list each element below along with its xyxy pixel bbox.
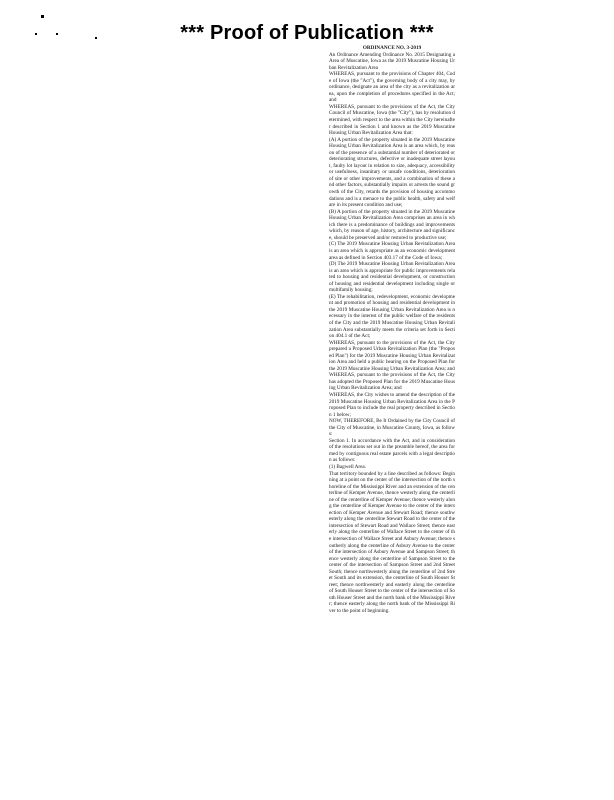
article-paragraph: (C) The 2019 Muscatine Housing Urban Revitalization Area is an area which is appropriate as an economic development area as defined in Section 403.17 of the Code of Iowa; <box>329 241 455 261</box>
article-paragraph: WHEREAS, the City wishes to amend the description of the 2019 Muscatine Housing Urban Revitalization Area in the Proposed Plan to include the real property described in Section 1 below; <box>329 391 455 418</box>
ordinance-heading: ORDINANCE NO. 3-2019 <box>362 45 422 51</box>
article-paragraph: That territory bounded by a line described as follows: Beginning at a point on the center of the intersection of the north shoreline of the Mississippi River and an extension of the centerline of Kemper Avenue, thence westerly along the centerline of the centerline of Kemper Avenue; thence westerly along the centerline of Kemper Avenue to the center of the intersection of Kemper Avenue and Stewart Road; thence southwesterly along the centerline Stewart Road to the center of the intersection of Stewart Road and Wallace Street; thence easterly along the centerline of Wallace Street to the center of the intersection of Wallace Street and Asbury Avenue; thence southerly along the centerline of Asbury Avenue to the center of the intersection of Asbury Avenue and Sampson Street; thence westerly along the centerline of Sampson Street to the center of the intersection of Sampson Street and 2nd Street South; thence northwesterly along the centerline of 2nd Street South and its extension, the centerline of South Houser Street; thence northwesterly and easterly along the centerline of South Houser Street to the center of the intersection of South Houser Street and the north bank of the Mississippi River; thence easterly along the north bank of the Mississippi River to the point of beginning. <box>329 470 455 615</box>
article-paragraph: Section 1. In accordance with the Act, and in consideration of the resolutions set out in the preamble hereof, the area formed by contiguous real estate parcels with a legal description as follows: <box>329 437 455 464</box>
page-title: *** Proof of Publication *** <box>180 22 434 44</box>
scan-speck <box>41 15 44 18</box>
article-paragraph: WHEREAS, pursuant to the provisions of the Act, the City Council of Muscatine, Iowa (the "City"), has by resolution determined, with respect to the area within the City hereinafter described in Section 1 and known as the 2019 Muscatine Housing Urban Revitalization Area that: <box>329 103 455 137</box>
article-paragraph: (D) The 2019 Muscatine Housing Urban Revitalization Area is an area which is appropriate for public improvements related to housing and residential development, or construction of housing and residential development including single or multifamily housing; <box>329 261 455 294</box>
article-paragraph: An Ordinance Amending Ordinance No. 2015 Designating a Area of Muscatine, Iowa as the 2019 Muscatine Housing Urban Revitalization Area <box>329 51 455 71</box>
article-paragraph: (A) A portion of the property situated in the 2019 Muscatine Housing Urban Revitalization Area is an area which, by reason of the presence of a substantial number of deteriorated or deteriorating structures, defective or inadequate street layout, faulty lot layout in relation to size, adequacy, accessibility or usefulness, insanitary or unsafe conditions, deterioration of site or other improvements, and a combination of these and other factors, substantially impairs or arrests the sound growth of the City, retards the provision of housing accommodations and is a menace to the public health, safety and welfare in its present condition and use; <box>329 136 455 209</box>
article-paragraph: NOW, THEREFORE, Be It Ordained by the City Council of the City of Muscatine, in Muscatine County, Iowa, as follows: <box>329 418 455 438</box>
article-paragraph: WHEREAS, pursuant to the provisions of the Act, the City prepared a Proposed Urban Revitalization Plan (the "Proposed Plan") for the 2019 Muscatine Housing Urban Revitalization Area and held a public hearing on the Proposed Plan for the 2019 Muscatine Housing Urban Revitalization Area; and <box>329 339 455 372</box>
article-column <box>329 45 455 797</box>
article-paragraph: WHEREAS, pursuant to the provisions of the Act, the City has adopted the Proposed Plan for the 2019 Muscatine Housing Urban Revitalization Area; and <box>329 372 455 392</box>
article-paragraph: (E) The rehabilitation, redevelopment, economic development and promotion of housing and residential development in the 2019 Muscatine Housing Urban Revitalization Area is necessary in the interest of the public welfare of the residents of the City and the 2019 Muscatine Housing Urban Revitalization Area substantially meets the criteria set forth in Section 404.1 of the Act; <box>329 293 455 340</box>
article-paragraph: WHEREAS, pursuant to the provisions of Chapter 404, Code of Iowa (the "Act"), the governing body of a city may, by ordinance, designate an area of the city as a revitalization area, upon the completion of procedures specified in the Act; and <box>329 71 455 104</box>
article-paragraph: (1) Bagwell Area. <box>329 464 367 470</box>
article-paragraph: (B) A portion of the property situated in the 2019 Muscatine Housing Urban Revitalization Area comprises an area in which there is a predominance of buildings and improvements which, by reason of age, history, architecture and significance, should be preserved and/or restored to productive use; <box>329 208 455 241</box>
